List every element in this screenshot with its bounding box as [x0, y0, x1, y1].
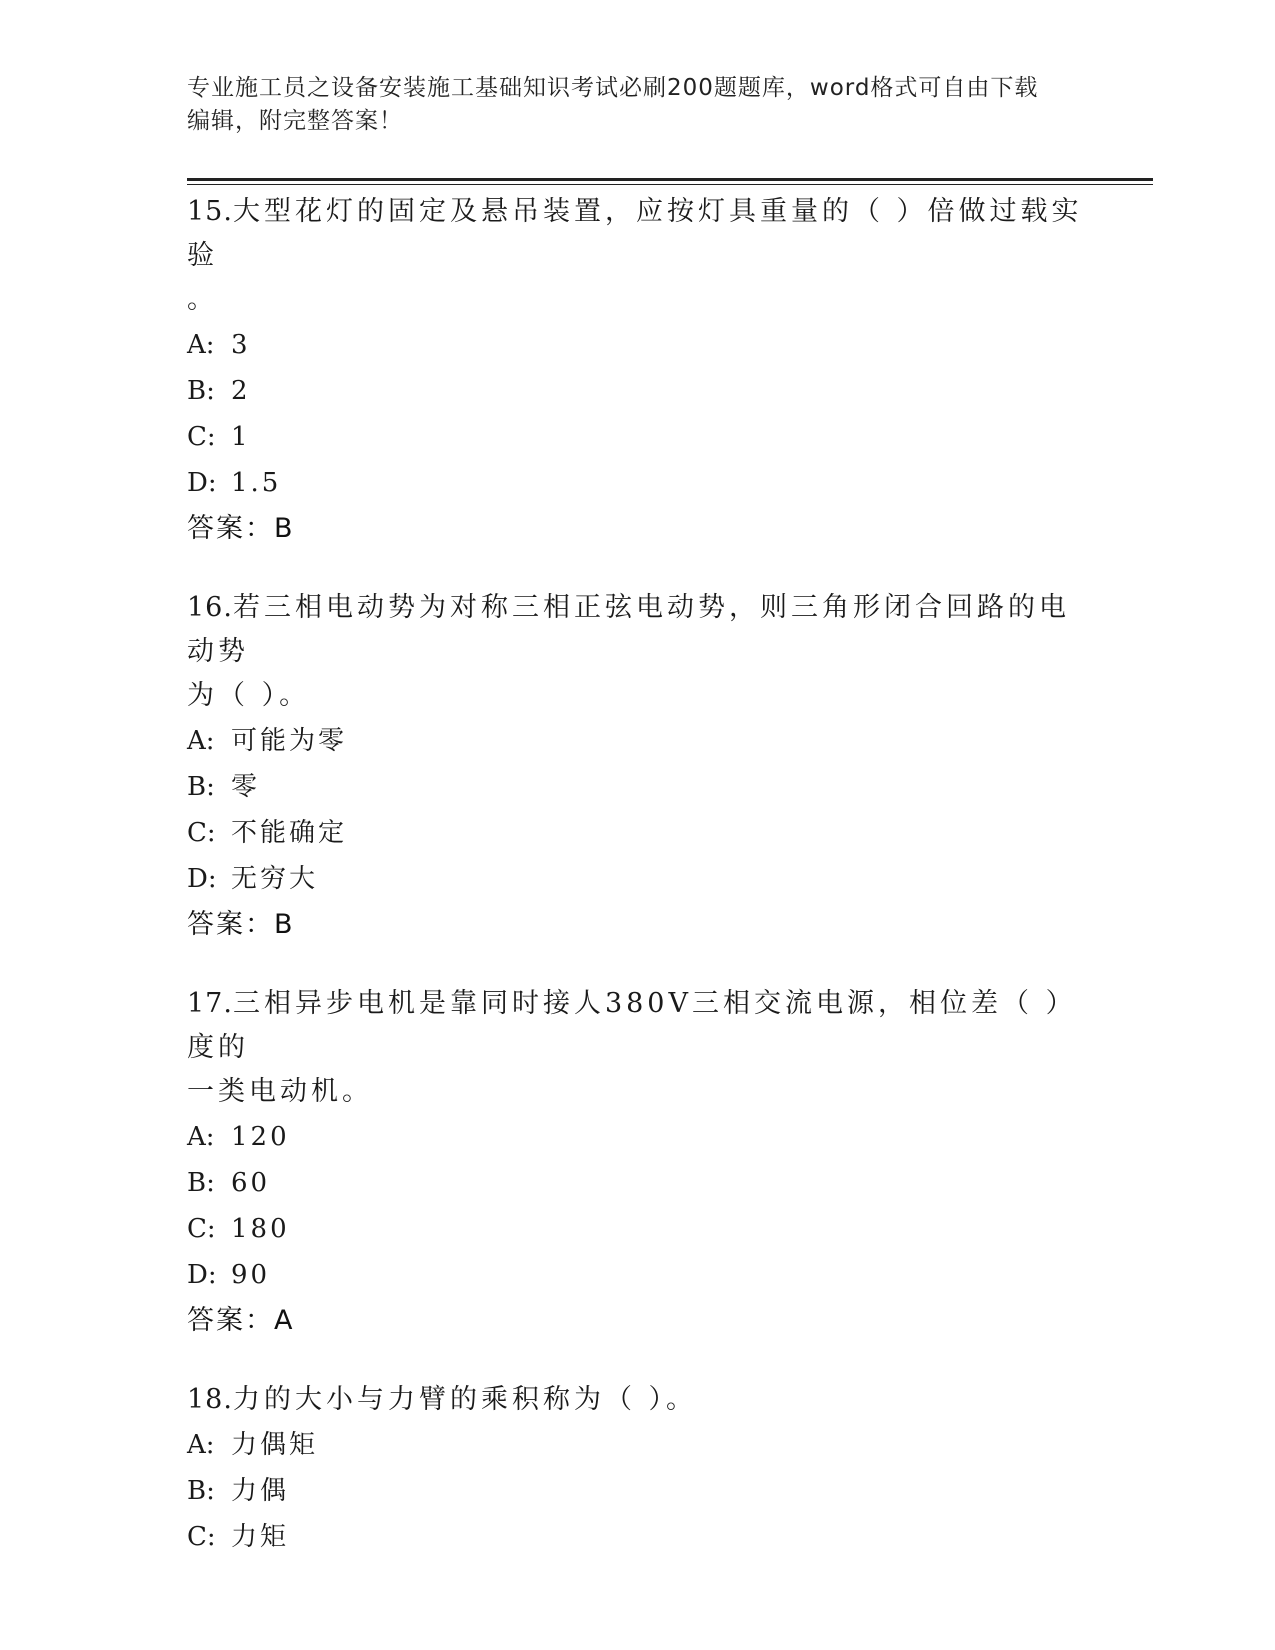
answer-label: 答案：B — [187, 909, 295, 940]
option-letter: C: — [187, 1214, 216, 1244]
option-d — [187, 856, 1087, 902]
option-b — [187, 368, 1087, 414]
option-a — [187, 1114, 1087, 1160]
option-letter: A: — [187, 726, 215, 756]
question-stem — [187, 1378, 1087, 1422]
option-a — [187, 718, 1087, 764]
option-c — [187, 810, 1087, 856]
question-stem — [187, 586, 1087, 674]
document-header — [187, 72, 1087, 138]
option-text: 180 — [231, 1214, 290, 1244]
option-letter: A: — [187, 1430, 215, 1460]
option-b — [187, 1468, 1087, 1514]
option-letter: C: — [187, 1522, 216, 1552]
option-a — [187, 1422, 1087, 1468]
option-letter: B: — [187, 1476, 215, 1506]
header-divider-thick — [187, 178, 1153, 181]
option-letter: B: — [187, 772, 215, 802]
option-letter: D: — [187, 468, 217, 498]
option-a — [187, 322, 1087, 368]
option-text: 3 — [231, 330, 251, 360]
question-stem-line-1: 力的大小与力臂的乘积称为（ ）。 — [232, 1384, 698, 1415]
question-number: 15. — [187, 196, 233, 227]
option-c — [187, 1514, 1087, 1560]
answer-label: 答案：A — [187, 1305, 295, 1336]
question-stem — [187, 982, 1087, 1070]
option-letter: A: — [187, 1122, 215, 1152]
option-c — [187, 414, 1087, 460]
option-d — [187, 1252, 1087, 1298]
question-list — [187, 190, 1087, 1594]
question-number: 18. — [187, 1384, 233, 1415]
option-b — [187, 764, 1087, 810]
option-text: 零 — [231, 772, 261, 802]
option-text: 2 — [231, 376, 251, 406]
question-stem-line-2: 为（ ）。 — [187, 680, 311, 711]
option-letter: D: — [187, 864, 217, 894]
option-b — [187, 1160, 1087, 1206]
question-16 — [187, 586, 1087, 948]
option-letter: B: — [187, 1168, 215, 1198]
option-d — [187, 460, 1087, 506]
question-17 — [187, 982, 1087, 1344]
option-text: 120 — [231, 1122, 290, 1152]
option-text: 力矩 — [231, 1522, 290, 1552]
question-stem-line-1: 三相异步电机是靠同时接人380V三相交流电源，相位差（ ）度的 — [187, 988, 1077, 1063]
option-text: 力偶 — [231, 1476, 290, 1506]
question-stem-line-2: 一类电动机。 — [187, 1076, 373, 1107]
header-title-line-2: 编辑，附完整答案！ — [187, 108, 403, 134]
option-letter: B: — [187, 376, 215, 406]
question-stem-line-1: 大型花灯的固定及悬吊装置，应按灯具重量的（ ）倍做过载实验 — [187, 196, 1083, 271]
question-stem-line-2: 。 — [187, 284, 218, 315]
option-letter: A: — [187, 330, 215, 360]
question-18 — [187, 1378, 1087, 1560]
option-text: 不能确定 — [231, 818, 348, 848]
option-text: 60 — [231, 1168, 271, 1198]
option-letter: D: — [187, 1260, 217, 1290]
option-c — [187, 1206, 1087, 1252]
answer-label: 答案：B — [187, 513, 295, 544]
option-text: 可能为零 — [231, 726, 348, 756]
header-divider-thin — [187, 184, 1153, 185]
option-text: 90 — [231, 1260, 271, 1290]
question-stem-line-1: 若三相电动势为对称三相正弦电动势，则三角形闭合回路的电动势 — [187, 592, 1070, 667]
option-letter: C: — [187, 818, 216, 848]
question-15 — [187, 190, 1087, 552]
option-text: 无穷大 — [231, 864, 319, 894]
option-text: 力偶矩 — [231, 1430, 319, 1460]
option-text: 1.5 — [231, 468, 282, 498]
question-number: 17. — [187, 988, 233, 1019]
question-stem — [187, 190, 1087, 278]
question-number: 16. — [187, 592, 233, 623]
option-text: 1 — [231, 422, 251, 452]
header-title-line-1: 专业施工员之设备安装施工基础知识考试必刷200题题库，word格式可自由下载 — [187, 75, 1039, 101]
option-letter: C: — [187, 422, 216, 452]
